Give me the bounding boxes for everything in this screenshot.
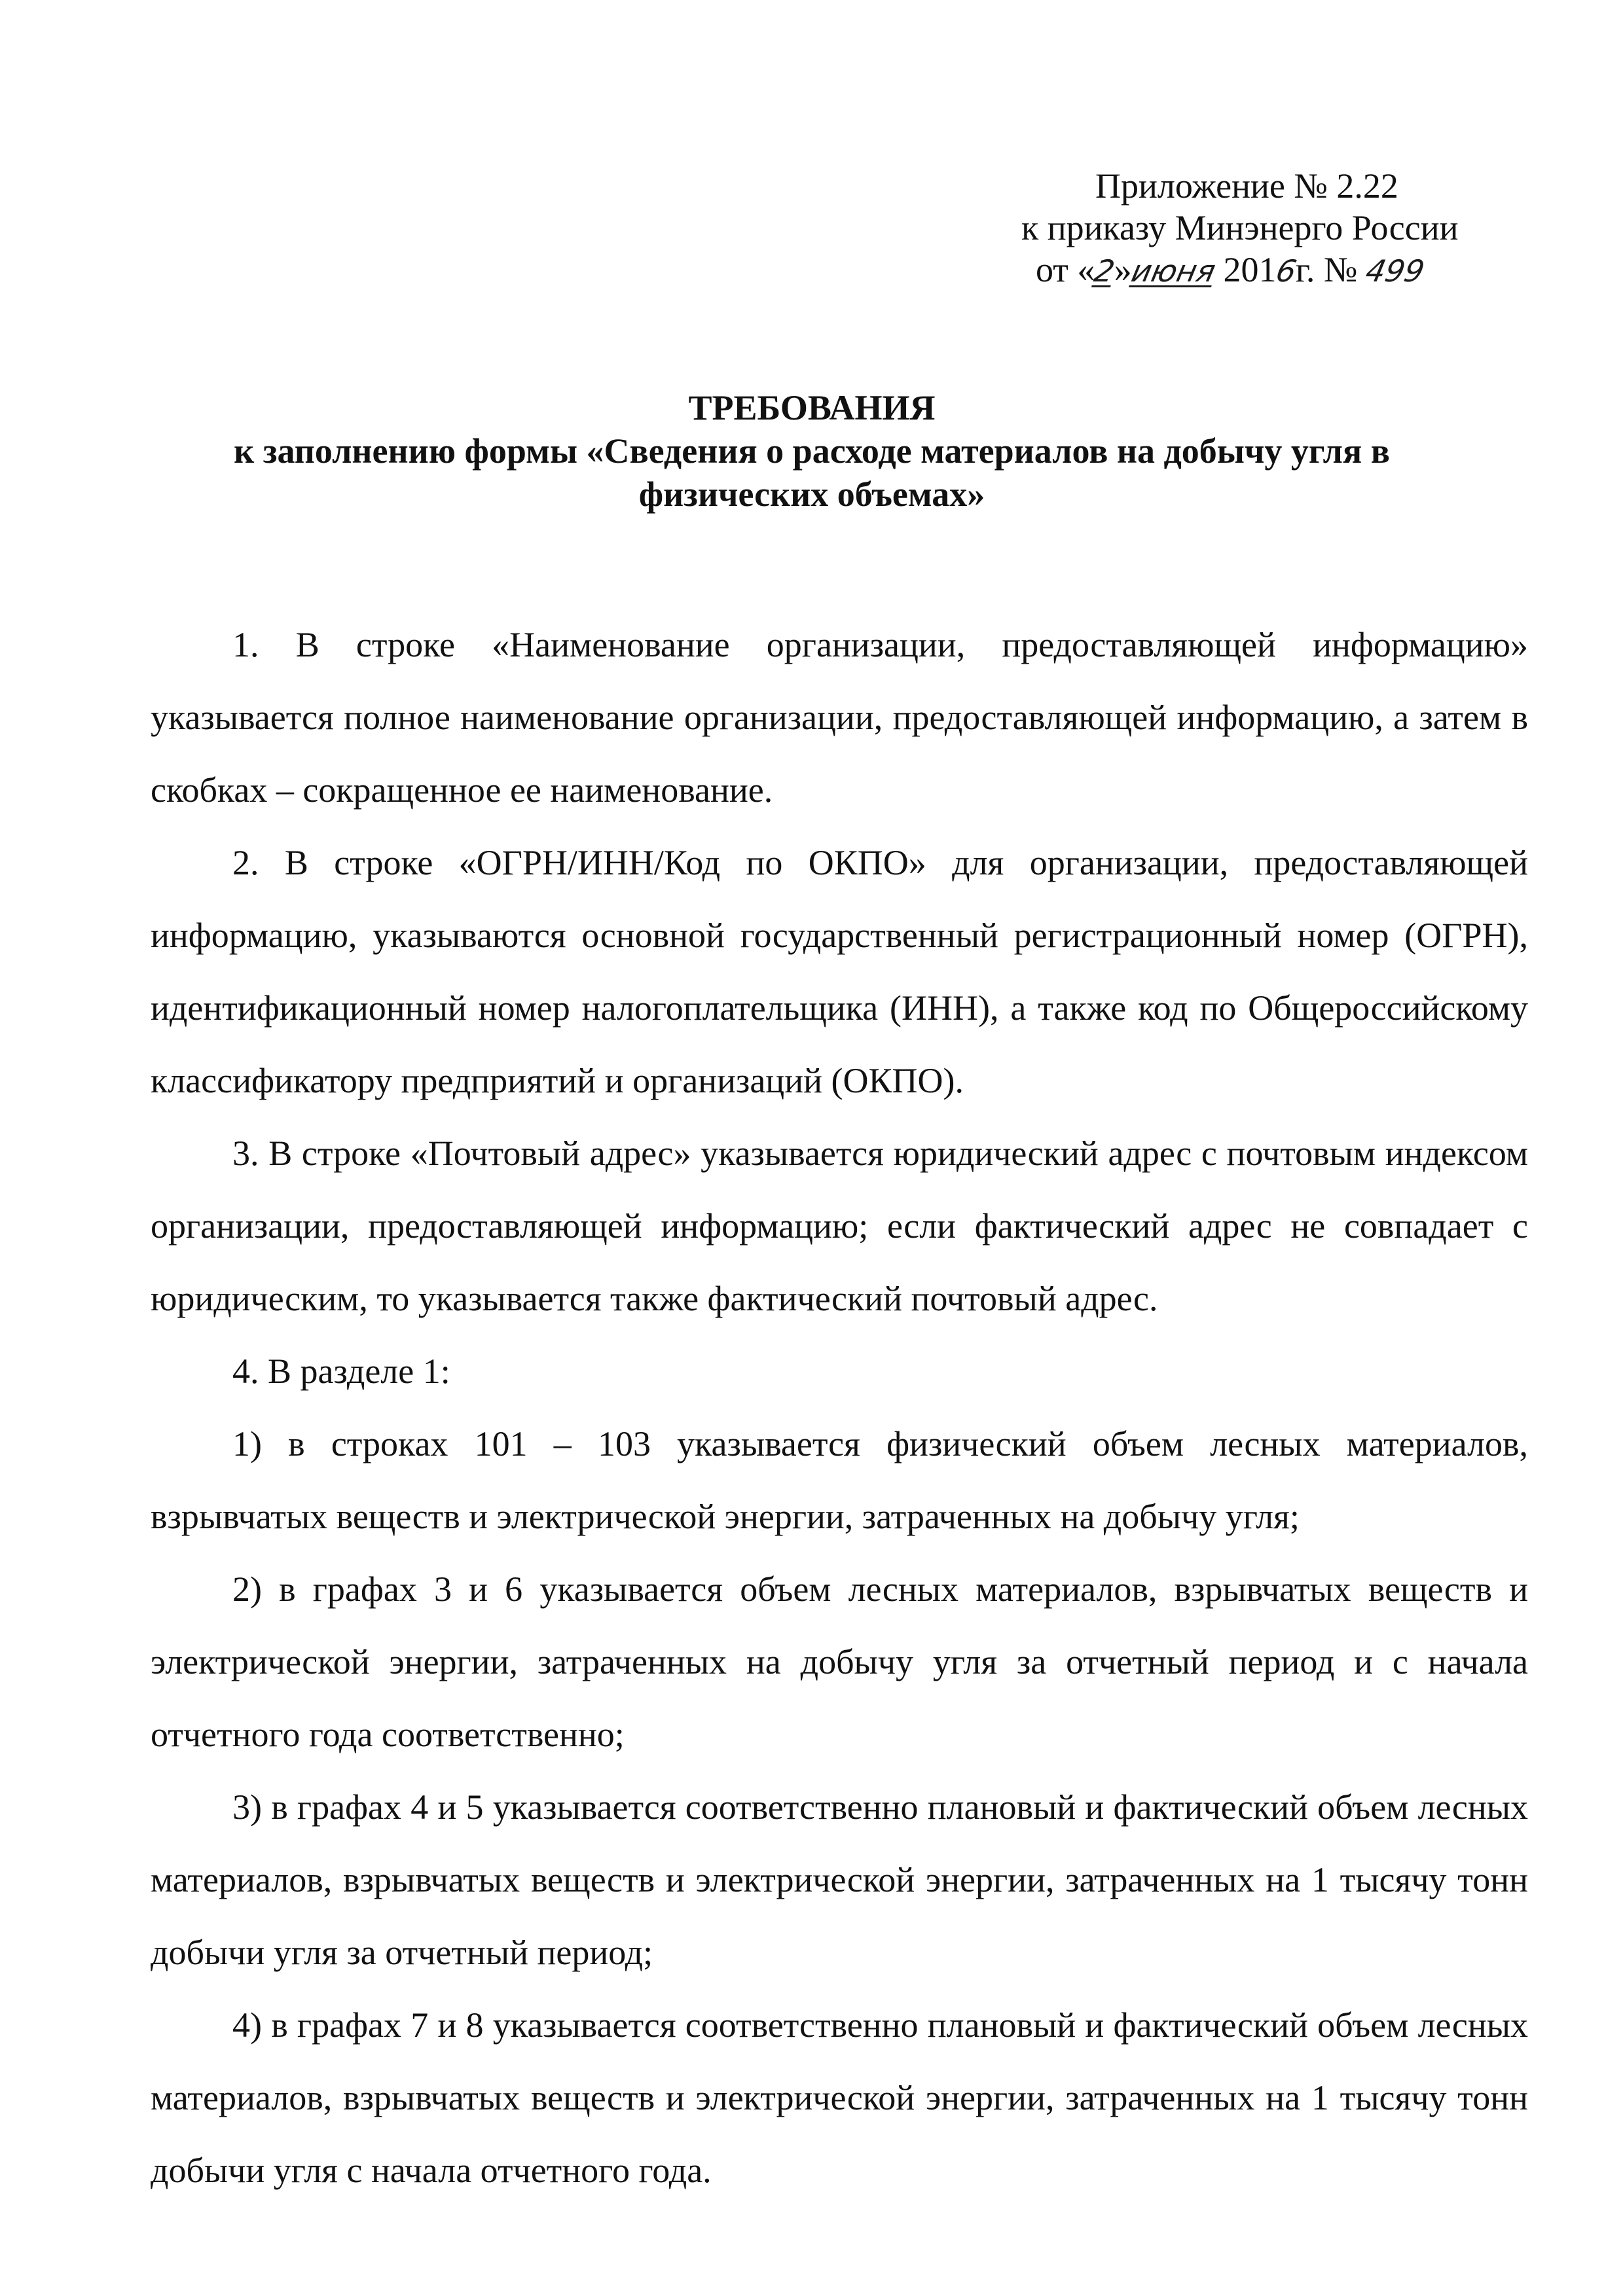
annex-date-line [1021, 249, 1584, 292]
number-prefix: г. № [1295, 250, 1366, 289]
paragraph-4: 4. В разделе 1: [232, 1352, 450, 1391]
handwritten-order-number: 499 [1362, 253, 1428, 289]
document-title [151, 386, 1473, 516]
date-mid: » [1114, 250, 1132, 289]
subitem-1: 1) в строках 101 – 103 указывается физический объем лесных материалов, взрывчатых веществ и электрической энергии, затраченных на добычу угля; [151, 1424, 1528, 1536]
title-subtitle-line-2: физических объемах» [638, 475, 985, 514]
title-heading: ТРЕБОВАНИЯ [688, 388, 936, 427]
paragraph-3: 3. В строке «Почтовый адрес» указывается юридический адрес с почтовым индексом организации, предоставляющей информацию; если фактический адрес не совпадает с юридическим, то указывается также фактический почтовый адрес. [151, 1134, 1528, 1318]
document-body [151, 609, 1528, 2207]
paragraph-1: 1. В строке «Наименование организации, предоставляющей информацию» указывается полное наименование организации, предоставляющей информацию, а затем в скобках – сокращенное ее наименование. [151, 625, 1528, 810]
annex-header [1021, 165, 1584, 292]
year-prefix: 201 [1214, 250, 1277, 289]
handwritten-month: июня [1128, 253, 1219, 289]
annex-title: Приложение № 2.22 [1095, 166, 1398, 206]
paragraph-2: 2. В строке «ОГРН/ИНН/Код по ОКПО» для организации, предоставляющей информацию, указываются основной государственный регистрационный номер (ОГРН), идентификационный номер налогоплательщика (ИНН), а также код по Общероссийскому классификатору предприятий и организаций (ОКПО). [151, 843, 1528, 1100]
title-subtitle-line-1: к заполнению формы «Сведения о расходе материалов на добычу угля в [234, 431, 1390, 471]
date-prefix: от « [1036, 250, 1095, 289]
subitem-2: 2) в графах 3 и 6 указывается объем лесных материалов, взрывчатых веществ и электрической энергии, затраченных на добычу угля за отчетный период и с начала отчетного года соответственно; [151, 1570, 1528, 1754]
handwritten-day: 2 [1091, 253, 1118, 289]
handwritten-year-digit: 6 [1272, 253, 1300, 289]
subitem-3: 3) в графах 4 и 5 указывается соответственно плановый и фактический объем лесных материалов, взрывчатых веществ и электрической энергии, затраченных на 1 тысячу тонн добычи угля за отчетный период; [151, 1787, 1528, 1972]
annex-order-reference: к приказу Минэнерго России [1021, 208, 1459, 247]
subitem-4: 4) в графах 7 и 8 указывается соответственно плановый и фактический объем лесных материалов, взрывчатых веществ и электрической энергии, затраченных на 1 тысячу тонн добычи угля с начала отчетного года. [151, 2005, 1528, 2190]
